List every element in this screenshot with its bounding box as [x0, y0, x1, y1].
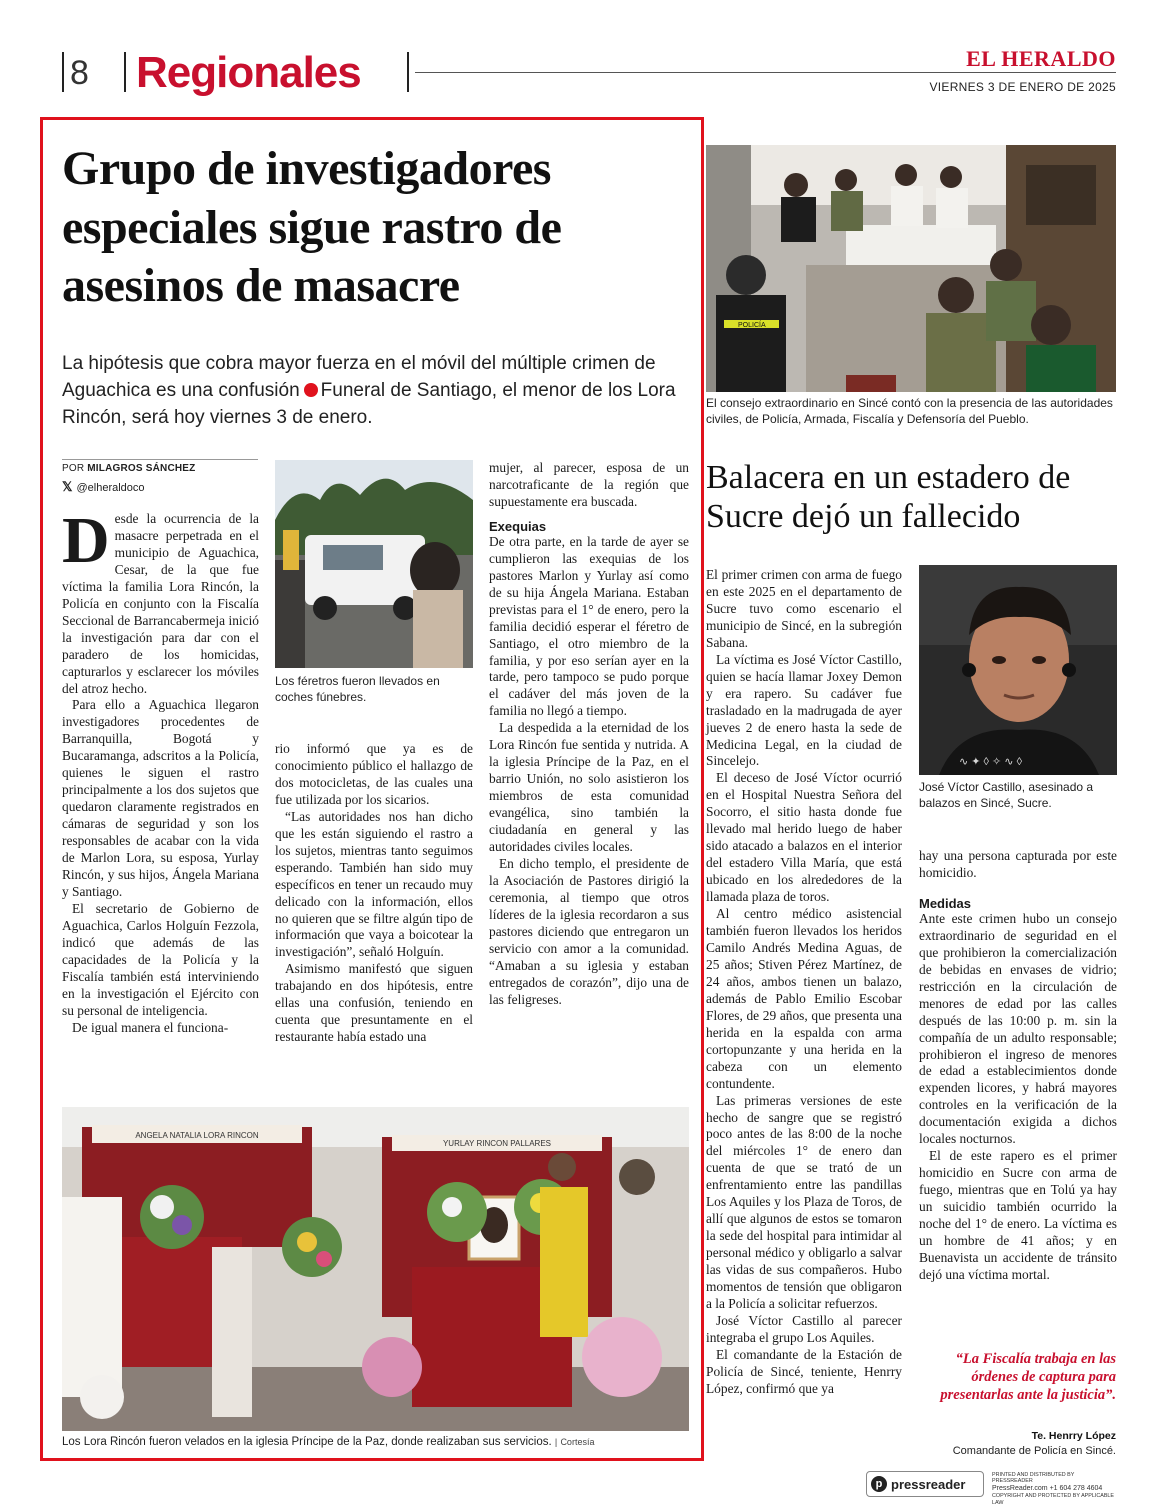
wake-photo: [62, 1107, 689, 1431]
issue-date: VIERNES 3 DE ENERO DE 2025: [929, 80, 1116, 94]
banner-right-text: YURLAY RINCON PALLARES: [442, 1139, 552, 1148]
byline: [62, 463, 195, 474]
page-number: 8: [70, 54, 89, 92]
subhead-part-1: La hipótesis que cobra mayor fuerza en el móvil del múltiple crimen de Aguachica es una confusión: [62, 353, 656, 401]
paragraph: Las primeras versiones de este hecho de sangre que se registró poco antes de las 8:00 de la noche del miércoles 1° de enero dan cuenta de que se trató de un enfrentamiento entre las pandillas Los Aquiles y los Plaza de Toros, de allí que algunos de estos se tomaron la sede del hospital para intimidar al personal médico y obligarlo a salvar las vidas de sus compañeros. Hubo momentos de tensión que obligaron a la Policía a solicitar refuerzos.: [706, 1092, 902, 1311]
newspaper-brand: EL HERALDO: [966, 46, 1116, 71]
paragraph: hay una persona capturada por este homicidio.: [919, 848, 1117, 880]
quote-role: Comandante de Policía en Sincé.: [952, 1445, 1116, 1457]
byline-prefix: POR: [62, 463, 85, 474]
paragraph: La víctima es José Víctor Castillo, quien se hacía llamar Joxey Demon y era rapero. Su cadáver fue trasladado en la madrugada de ayer jueves 2 de enero hasta la sede de Medicina Legal, en la ciudad de Sincelejo.: [706, 651, 902, 769]
main-col-1: [62, 504, 259, 1037]
wake-photo-caption: Los Lora Rincón fueron velados en la iglesia Príncipe de la Paz, donde realizaban sus servicios. | Cortesía: [62, 1436, 595, 1448]
banner-left-text: ANGELA NATALIA LORA RINCON: [135, 1131, 259, 1140]
pressreader-logo[interactable]: p pressreader: [866, 1471, 984, 1497]
byline-rule: [62, 459, 258, 460]
handle-text: @elheraldoco: [76, 482, 145, 494]
header-divider-left: [62, 52, 64, 92]
victim-portrait: [919, 565, 1117, 775]
paragraph: La despedida a la eternidad de los Lora Rincón fue sentida y nutrida. A la iglesia Príncipe de la Paz, en el barrio Unión, no solo asistieron los miembros de esta comunidad evangélica, sino también la ciudadanía en general y las autoridades civiles locales.: [489, 720, 689, 855]
paragraph: De otra parte, en la tarde de ayer se cumplieron las exequias de los pastores Marlon y Yurlay así como de su hija Ángela Mariana. Estaban previstas para el 1° de enero, pero la familia decidió esperar el féretro de Santiago, el otro miembro de la familia, y por eso serían ayer en la tarde, pero tampoco se pudo porque el cadáver del más joven de la familia no llegó a tiempo.: [489, 533, 689, 719]
section-title: Regionales: [136, 48, 361, 97]
subheading-medidas: Medidas: [919, 895, 972, 911]
paragraph: Para ello a Aguachica llegaron investigadores procedentes de Barranquilla, Bogotá y Bucaramanga, adscritos a la Policía, quienes le siguen el rastro principalmente a los dos sujetos que quedaron claramente registrados en cámaras de seguridad y son los responsables de acabar con la vida de Marlon Lora, su esposa, Yurlay Rincón, y sus hijos, Ángela Mariana y Santiago.: [62, 697, 259, 899]
paragraph: Al centro médico asistencial también fueron llevados los heridos Camilo Andrés Medina Aguas, de 25 años; Stiven Pérez Martínez, de 24 años, ambos tienen un balazo, además de Pablo Emilio Escobar Flores, de 29 años, que presenta una herida en la espalda con arma cortopunzante y una herida en la cabeza con un elemento contundente.: [706, 906, 902, 1091]
social-handle[interactable]: [62, 479, 145, 495]
second-headline: Balacera en un estadero de Sucre dejó un fallecido: [706, 459, 1071, 536]
quote-author: Te. Henrry López: [1031, 1430, 1116, 1442]
paragraph: Asimismo manifestó que siguen trabajando en dos hipótesis, entre ellas una confusión, teniendo en cuenta que presuntamente en el restaurante había estado una: [275, 961, 473, 1045]
hearse-photo: [275, 460, 473, 668]
photo-credit: Cortesía: [560, 1437, 595, 1447]
main-subhead: [62, 351, 687, 432]
paragraph: En dicho templo, el presidente de la Asociación de Pastores dirigió la ceremonia, al tiempo que otros líderes de la iglesia recordaron a sus pastores diciendo que entregaron un servicio con amor a la comunidad. “Amaban a su iglesia y estaban entregados de corazón”, dijo una de las feligreses.: [489, 855, 689, 1007]
paragraph: José Víctor Castillo al parecer integraba el grupo Los Aquiles.: [706, 1312, 902, 1345]
main-col-3: [489, 460, 689, 1009]
paragraph: El primer crimen con arma de fuego en este 2025 en el departamento de Sucre tuvo como escenario el municipio de Sincé, en la subregión Sabana.: [706, 567, 902, 650]
paragraph: El secretario de Gobierno de Aguachica, Carlos Holguín Fezzola, indicó que además de las capacidades de la Policía y la Fiscalía también está interviniendo en la investigación el Ejército con su personal de inteligencia.: [62, 900, 259, 1018]
vest-text: POLICÍA: [738, 322, 766, 329]
bullet-dot-icon: [304, 383, 318, 397]
header-rule: [415, 72, 1116, 73]
x-logo-icon: 𝕏: [62, 479, 73, 494]
paragraph: El deceso de José Víctor ocurrió en el Hospital Nuestra Señora del Socorro, el sitio hasta donde fue llevado mal herido luego de haber sido atacado a balazos en el interior del estadero Villa María, que está ubicado en los alrededores de la llamada plaza de toros.: [706, 770, 902, 905]
svg-text:∿ ✦ ◊ ✧ ∿ ◊: ∿ ✦ ◊ ✧ ∿ ◊: [959, 756, 1023, 768]
pressreader-fine-print: PRINTED AND DISTRIBUTED BY PRESSREADER PressReader.com +1 604 278 4604 COPYRIGHT AND PROTECTED BY APPLICABLE LAW: [992, 1472, 1115, 1506]
subhead-part-2: Funeral de Santiago, el menor de los Lora Rincón, será hoy viernes 3 de enero.: [62, 379, 676, 428]
paragraph: De igual manera el funciona-: [72, 1019, 229, 1035]
meeting-photo: [706, 145, 1116, 392]
byline-author: MILAGROS SÁNCHEZ: [87, 463, 196, 474]
paragraph: “Las autoridades nos han dicho que les están siguiendo el rastro a los sujetos, mientras tanto seguimos esperando. También han sido muy específicos en tener un recaudo muy delicado con la información, ellos no quieren que se filtre algún tipo de información que vaya a boicotear la investigación”, señaló Holguín.: [275, 808, 473, 960]
pressreader-icon: p: [871, 1476, 887, 1492]
paragraph: mujer, al parecer, esposa de un narcotraficante de la región que supuestamente era buscada.: [489, 460, 689, 509]
paragraph: Ante este crimen hubo un consejo extraordinario de seguridad en el que prohibieron la comercialización de bebidas en envases de vidrio; restricción en la circulación de menores de edad por las calles después de las 10:00 p. m. sin la compañía de un adulto responsable; prohibieron el ingreso de menores de edad a establecimientos donde expenden licores, y habrá mayores controles en la verificación de la documentación exigida a dichos locales nocturnos.: [919, 910, 1117, 1147]
subheading-exequias: Exequias: [489, 518, 547, 534]
main-headline: Grupo de investigadores especiales sigue rastro de asesinos de masacre: [62, 142, 562, 313]
paragraph: El de este rapero es el primer homicidio en Sucre con arma de fuego, mientras que en Tolú ya hay un suicidio también ocurrido la noche del 1° de enero. La víctima es un hombre de 41 años; y en Buenavista un accidente de tránsito dejó una víctima mortal.: [919, 1148, 1117, 1282]
header-divider-mid: [124, 52, 126, 92]
paragraph: Desde la ocurrencia de la masacre perpetrada en el municipio de Aguachica, Cesar, de la que fue víctima la familia Lora Rincón, la Policía en conjunto con la Fiscalía Seccional de Barrancabermeja inició la investigación para dar con el paradero de los homicidas, capturarlos y esclarecer los móviles del atroz hecho.: [62, 504, 259, 696]
paragraph: rio informó que ya es de conocimiento público el hallazgo de dos motocicletas, de las cuales una fue utilizada por los sicarios.: [275, 741, 473, 807]
portrait-caption: José Víctor Castillo, asesinado a balazos en Sincé, Sucre.: [919, 780, 1094, 811]
main-col-2: [275, 741, 473, 1046]
meeting-photo-caption: El consejo extraordinario en Sincé contó con la presencia de las autoridades civiles, de Policía, Armada, Fiscalía y Defensoría del Pueblo.: [706, 396, 1113, 427]
header-divider-right: [407, 52, 409, 92]
second-col-1: [706, 567, 902, 1398]
paragraph: El comandante de la Estación de Policía de Sincé, teniente, Henrry López, confirmó que ya: [706, 1346, 902, 1396]
second-col-2: [919, 848, 1117, 1284]
hearse-photo-caption: Los féretros fueron llevados en coches fúnebres.: [275, 674, 440, 705]
pull-quote: “La Fiscalía trabaja en las órdenes de captura para presentarlas ante la justicia”.: [940, 1351, 1116, 1404]
dropcap: D: [62, 504, 110, 577]
